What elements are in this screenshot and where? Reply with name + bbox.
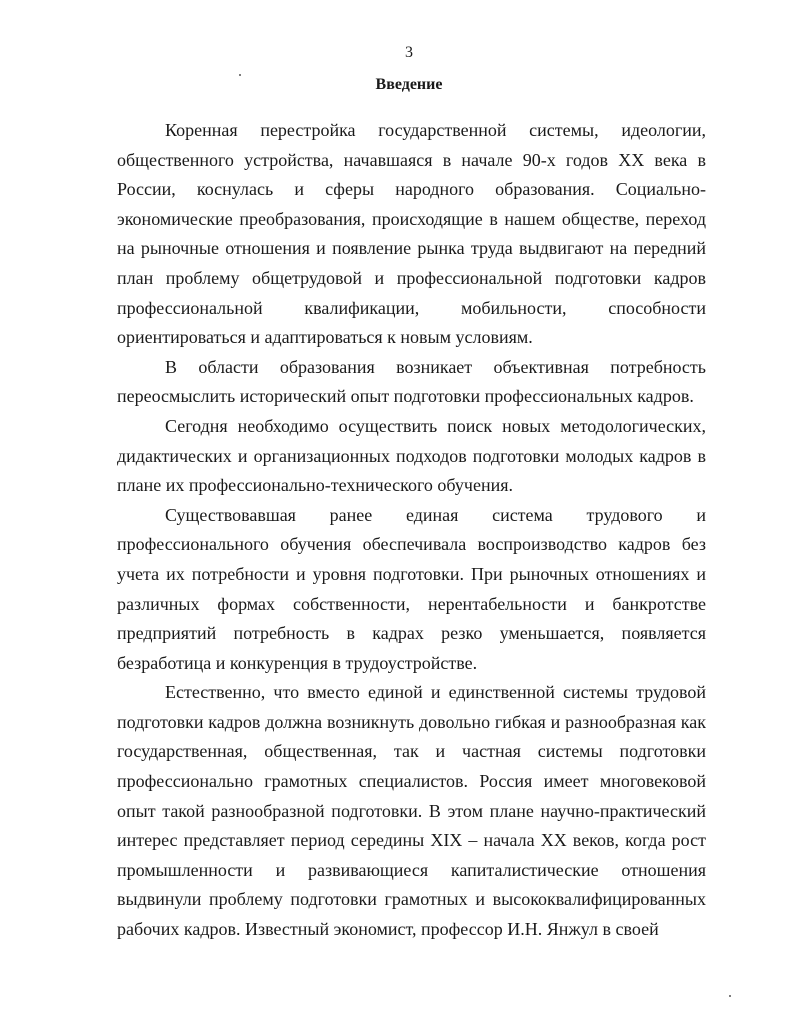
scan-speck xyxy=(729,995,731,997)
paragraph: Естественно, что вместо единой и единственной системы трудовой подготовки кадров должна возникнуть довольно гибкая и разнообразная как государственная, общественная, так и частная системы подготовки профессионально грамотных специалистов. Россия имеет многовековой опыт такой разнообразной подготовки. В этом плане научно-практический интерес представляет период середины XIX – начала XX веков, когда рост промышленности и развивающиеся капиталистические отношения выдвинули проблему подготовки грамотных и высококвалифицированных рабочих кадров. Известный экономист, профессор И.Н. Янжул в своей xyxy=(117,682,706,940)
page-title: Введение xyxy=(375,76,443,93)
paragraph: В области образования возникает объективная потребность переосмыслить исторический опыт подготовки профессиональных кадров. xyxy=(117,356,706,407)
paragraph: Сегодня необходимо осуществить поиск новых методологических, дидактических и организационных подходов подготовки молодых кадров в плане их профессионально-технического обучения. xyxy=(117,415,706,496)
paragraph: Существовавшая ранее единая система трудового и профессионального обучения обеспечивала воспроизводство кадров без учета их потребности и уровня подготовки. При рыночных отношениях и различных формах собственности, нерентабельности и банкротстве предприятий потребность в кадрах резко уменьшается, появляется безработица и конкуренция в трудоустройстве. xyxy=(117,504,706,673)
paragraph: Коренная перестройка государственной системы, идеологии, общественного устройства, начавшаяся в начале 90-х годов XX века в России, коснулась и сферы народного образования. Социально-экономические преобразования, происходящие в нашем обществе, переход на рыночные отношения и появление рынка труда выдвигают на передний план проблему общетрудовой и профессиональной подготовки кадров профессиональной квалификации, мобильности, способности ориентироваться и адаптироваться к новым условиям. xyxy=(117,120,706,348)
scan-speck xyxy=(239,74,241,76)
page-number: 3 xyxy=(405,44,413,61)
body-text xyxy=(117,116,706,945)
